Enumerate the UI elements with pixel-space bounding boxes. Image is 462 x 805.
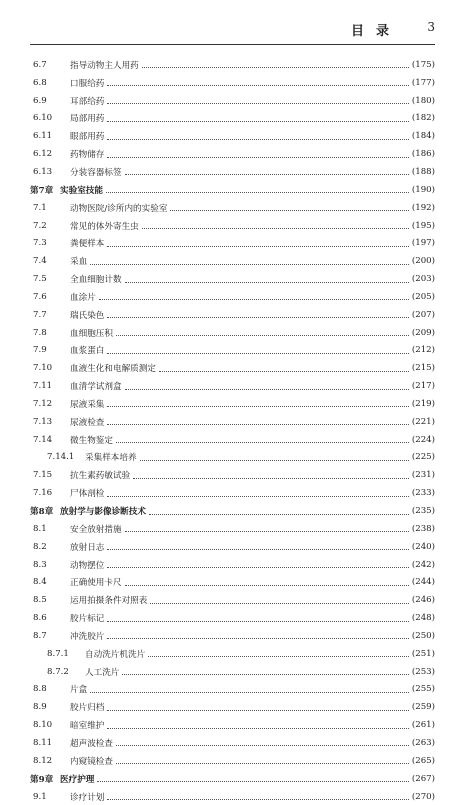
toc-leader-dots bbox=[107, 103, 409, 104]
toc-entry-number: 7.13 bbox=[33, 416, 53, 427]
toc-entry-row bbox=[30, 395, 435, 413]
toc-leader-dots bbox=[159, 371, 409, 372]
toc-entry-number: 7.16 bbox=[33, 488, 53, 499]
toc-entry-number: 7.7 bbox=[33, 309, 47, 320]
toc-entry-title: 瑞氏染色 bbox=[70, 310, 105, 321]
toc-leader-dots bbox=[170, 210, 408, 211]
toc-entry-title: 眼部用药 bbox=[70, 132, 105, 143]
toc-entry-page: (235) bbox=[411, 506, 435, 517]
toc-entry-title: 人工洗片 bbox=[85, 667, 120, 678]
toc-entry-row bbox=[30, 342, 435, 360]
toc-leader-dots bbox=[107, 424, 409, 425]
toc-chapter-row bbox=[30, 502, 435, 520]
toc-entry-page: (238) bbox=[411, 523, 435, 534]
toc-entry-row bbox=[30, 127, 435, 145]
toc-entry-title: 全血细胞计数 bbox=[70, 275, 122, 286]
toc-entry-title: 自动洗片机洗片 bbox=[85, 649, 146, 660]
toc-entry-number: 8.8 bbox=[33, 684, 47, 695]
toc-entry-row bbox=[30, 252, 435, 270]
toc-entry-page: (197) bbox=[411, 238, 435, 249]
toc-leader-dots bbox=[107, 710, 409, 711]
toc-entry-number: 8.12 bbox=[33, 755, 53, 766]
toc-leader-dots bbox=[90, 264, 409, 265]
toc-entry-number: 7.2 bbox=[33, 220, 47, 231]
toc-entry-page: (270) bbox=[411, 791, 435, 802]
toc-entry-number: 7.1 bbox=[33, 202, 47, 213]
toc-leader-dots bbox=[107, 638, 409, 639]
toc-entry-title: 血清学试剂盒 bbox=[70, 382, 122, 393]
toc-chapter-row bbox=[30, 770, 435, 788]
toc-entry-row bbox=[30, 698, 435, 716]
toc-leader-dots bbox=[107, 496, 409, 497]
toc-leader-dots bbox=[148, 656, 409, 657]
toc-entry-number: 7.4 bbox=[33, 256, 47, 267]
toc-entry-title: 抗生素药敏试验 bbox=[70, 471, 131, 482]
toc-entry-title: 内窥镜检查 bbox=[70, 756, 113, 767]
toc-leader-dots bbox=[107, 406, 409, 407]
toc-entry-number: 8.7 bbox=[33, 630, 47, 641]
toc-entry-number: 8.7.2 bbox=[47, 666, 69, 677]
toc-entry-number: 6.10 bbox=[33, 113, 53, 124]
toc-entry-page: (221) bbox=[411, 416, 435, 427]
toc-entry-title: 胶片归档 bbox=[70, 703, 105, 714]
toc-leader-dots bbox=[107, 353, 409, 354]
toc-entry-row bbox=[30, 788, 435, 805]
toc-leader-dots bbox=[107, 549, 409, 550]
toc-entry-row bbox=[30, 110, 435, 128]
toc-leader-dots bbox=[125, 282, 409, 283]
toc-leader-dots bbox=[122, 674, 409, 675]
header-page-number: 3 bbox=[427, 20, 435, 34]
toc-entry-page: (180) bbox=[411, 95, 435, 106]
toc-leader-dots bbox=[116, 442, 409, 443]
toc-entry-page: (217) bbox=[411, 381, 435, 392]
toc-entry-page: (251) bbox=[411, 648, 435, 659]
toc-entry-page: (225) bbox=[411, 452, 435, 463]
toc-entry-page: (188) bbox=[411, 166, 435, 177]
toc-entry-page: (250) bbox=[411, 630, 435, 641]
toc-entry-number: 第7章 bbox=[30, 185, 54, 196]
toc-entry-number: 6.9 bbox=[33, 95, 47, 106]
toc-leader-dots bbox=[142, 67, 409, 68]
toc-entry-number: 8.7.1 bbox=[47, 648, 69, 659]
toc-entry-page: (205) bbox=[411, 291, 435, 302]
toc-entry-title: 安全放射措施 bbox=[70, 524, 122, 535]
toc-entry-page: (192) bbox=[411, 202, 435, 213]
toc-entry-number: 8.1 bbox=[33, 523, 47, 534]
toc-entry-row bbox=[30, 163, 435, 181]
toc-entry-row bbox=[30, 663, 435, 681]
toc-entry-title: 冲洗胶片 bbox=[70, 631, 105, 642]
toc-entry-title: 动物医院/诊所内的实验室 bbox=[70, 203, 168, 214]
toc-entry-row bbox=[30, 306, 435, 324]
toc-entry-title: 分装容器标签 bbox=[70, 167, 122, 178]
toc-entry-row bbox=[30, 627, 435, 645]
toc-entry-number: 7.6 bbox=[33, 291, 47, 302]
toc-entry-row bbox=[30, 734, 435, 752]
toc-leader-dots bbox=[97, 781, 409, 782]
toc-entry-number: 8.3 bbox=[33, 559, 47, 570]
toc-entry-row bbox=[30, 413, 435, 431]
toc-leader-dots bbox=[107, 567, 409, 568]
header-rule bbox=[30, 44, 435, 45]
toc-entry-page: (253) bbox=[411, 666, 435, 677]
toc-leader-dots bbox=[150, 603, 409, 604]
toc-entry-page: (224) bbox=[411, 434, 435, 445]
toc-leader-dots bbox=[99, 299, 409, 300]
toc-leader-dots bbox=[125, 585, 409, 586]
toc-entry-row bbox=[30, 92, 435, 110]
toc-entry-row bbox=[30, 466, 435, 484]
toc-leader-dots bbox=[125, 174, 409, 175]
toc-entry-title: 放射日志 bbox=[70, 542, 105, 553]
toc-entry-page: (209) bbox=[411, 327, 435, 338]
toc-entry-title: 片盒 bbox=[70, 685, 88, 696]
toc-leader-dots bbox=[116, 335, 409, 336]
toc-entry-page: (177) bbox=[411, 77, 435, 88]
toc-entry-page: (175) bbox=[411, 59, 435, 70]
toc-entry-number: 7.12 bbox=[33, 398, 53, 409]
toc-entry-number: 8.2 bbox=[33, 541, 47, 552]
toc-entry-title: 放射学与影像诊断技术 bbox=[60, 507, 146, 518]
toc-leader-dots bbox=[140, 460, 409, 461]
toc-entry-title: 动物摆位 bbox=[70, 560, 105, 571]
toc-entry-title: 血浆蛋白 bbox=[70, 346, 105, 357]
table-of-contents bbox=[30, 56, 435, 805]
toc-entry-title: 耳部给药 bbox=[70, 96, 105, 107]
toc-entry-number: 7.9 bbox=[33, 345, 47, 356]
toc-entry-page: (212) bbox=[411, 345, 435, 356]
toc-entry-row bbox=[30, 288, 435, 306]
toc-entry-row bbox=[30, 556, 435, 574]
toc-entry-page: (231) bbox=[411, 470, 435, 481]
toc-entry-row bbox=[30, 538, 435, 556]
toc-entry-page: (261) bbox=[411, 720, 435, 731]
toc-leader-dots bbox=[107, 121, 409, 122]
toc-entry-row bbox=[30, 359, 435, 377]
toc-entry-title: 运用拍摄条件对照表 bbox=[70, 596, 148, 607]
toc-entry-page: (184) bbox=[411, 131, 435, 142]
toc-entry-row bbox=[30, 74, 435, 92]
toc-entry-title: 尿液采集 bbox=[70, 399, 105, 410]
toc-entry-page: (195) bbox=[411, 220, 435, 231]
toc-entry-row bbox=[30, 573, 435, 591]
toc-entry-title: 采血 bbox=[70, 257, 88, 268]
toc-entry-number: 7.8 bbox=[33, 327, 47, 338]
toc-entry-row bbox=[30, 681, 435, 699]
toc-entry-title: 粪便样本 bbox=[70, 239, 105, 250]
toc-entry-number: 6.7 bbox=[33, 59, 47, 70]
toc-entry-title: 诊疗计划 bbox=[70, 792, 105, 803]
toc-entry-number: 7.5 bbox=[33, 274, 47, 285]
toc-leader-dots bbox=[116, 745, 409, 746]
page-header bbox=[30, 20, 435, 40]
toc-entry-title: 血细胞压积 bbox=[70, 328, 113, 339]
toc-entry-title: 医疗护理 bbox=[60, 774, 95, 785]
toc-entry-number: 8.10 bbox=[33, 720, 53, 731]
toc-entry-page: (182) bbox=[411, 113, 435, 124]
toc-entry-page: (265) bbox=[411, 755, 435, 766]
toc-entry-row bbox=[30, 217, 435, 235]
toc-leader-dots bbox=[133, 478, 409, 479]
toc-entry-row bbox=[30, 609, 435, 627]
toc-entry-row bbox=[30, 234, 435, 252]
toc-entry-number: 7.15 bbox=[33, 470, 53, 481]
toc-leader-dots bbox=[125, 531, 409, 532]
toc-entry-row bbox=[30, 324, 435, 342]
toc-entry-number: 8.6 bbox=[33, 613, 47, 624]
toc-entry-page: (263) bbox=[411, 737, 435, 748]
toc-entry-title: 微生物鉴定 bbox=[70, 435, 113, 446]
toc-entry-title: 指导动物主人用药 bbox=[70, 60, 139, 71]
toc-entry-page: (207) bbox=[411, 309, 435, 320]
toc-entry-row bbox=[30, 145, 435, 163]
toc-entry-row bbox=[30, 56, 435, 74]
toc-entry-row bbox=[30, 591, 435, 609]
toc-entry-row bbox=[30, 377, 435, 395]
toc-entry-title: 采集样本培养 bbox=[85, 453, 137, 464]
toc-entry-number: 7.3 bbox=[33, 238, 47, 249]
toc-entry-title: 局部用药 bbox=[70, 114, 105, 125]
toc-entry-page: (267) bbox=[411, 773, 435, 784]
toc-entry-row bbox=[30, 484, 435, 502]
toc-leader-dots bbox=[90, 692, 409, 693]
toc-entry-title: 尸体剖检 bbox=[70, 489, 105, 500]
toc-entry-title: 超声波检查 bbox=[70, 738, 113, 749]
toc-entry-title: 实验室技能 bbox=[60, 185, 103, 196]
toc-leader-dots bbox=[149, 514, 409, 515]
toc-entry-page: (190) bbox=[411, 184, 435, 195]
toc-entry-number: 8.5 bbox=[33, 595, 47, 606]
toc-entry-number: 8.11 bbox=[33, 737, 53, 748]
toc-leader-dots bbox=[107, 246, 409, 247]
toc-leader-dots bbox=[107, 799, 409, 800]
toc-entry-number: 6.8 bbox=[33, 77, 47, 88]
toc-entry-row bbox=[30, 716, 435, 734]
toc-entry-title: 口服给药 bbox=[70, 78, 105, 89]
toc-leader-dots bbox=[107, 621, 409, 622]
toc-entry-number: 9.1 bbox=[33, 791, 47, 802]
toc-entry-number: 7.11 bbox=[33, 381, 53, 392]
toc-entry-number: 8.4 bbox=[33, 577, 47, 588]
toc-entry-number: 8.9 bbox=[33, 702, 47, 713]
toc-entry-page: (246) bbox=[411, 595, 435, 606]
toc-entry-row bbox=[30, 520, 435, 538]
toc-entry-number: 6.13 bbox=[33, 166, 53, 177]
toc-entry-row bbox=[30, 199, 435, 217]
toc-leader-dots bbox=[142, 228, 409, 229]
toc-leader-dots bbox=[107, 728, 409, 729]
toc-entry-title: 血涂片 bbox=[70, 292, 96, 303]
toc-chapter-row bbox=[30, 181, 435, 199]
toc-entry-title: 药物储存 bbox=[70, 150, 105, 161]
toc-leader-dots bbox=[107, 139, 409, 140]
toc-entry-page: (242) bbox=[411, 559, 435, 570]
toc-entry-page: (248) bbox=[411, 613, 435, 624]
toc-entry-title: 正确使用卡尺 bbox=[70, 578, 122, 589]
toc-entry-page: (186) bbox=[411, 149, 435, 160]
toc-entry-title: 尿液检查 bbox=[70, 417, 105, 428]
toc-entry-number: 6.12 bbox=[33, 149, 53, 160]
toc-entry-page: (219) bbox=[411, 398, 435, 409]
toc-entry-row bbox=[30, 431, 435, 449]
toc-entry-title: 暗室维护 bbox=[70, 721, 105, 732]
toc-entry-number: 6.11 bbox=[33, 131, 53, 142]
toc-leader-dots bbox=[106, 192, 409, 193]
toc-entry-page: (240) bbox=[411, 541, 435, 552]
toc-entry-number: 7.14.1 bbox=[47, 452, 75, 463]
toc-entry-number: 7.10 bbox=[33, 363, 53, 374]
toc-entry-number: 第8章 bbox=[30, 507, 54, 518]
toc-entry-number: 7.14 bbox=[33, 434, 53, 445]
toc-entry-page: (200) bbox=[411, 256, 435, 267]
toc-leader-dots bbox=[125, 389, 409, 390]
toc-leader-dots bbox=[107, 85, 409, 86]
toc-entry-title: 常见的体外寄生虫 bbox=[70, 221, 139, 232]
toc-entry-page: (233) bbox=[411, 488, 435, 499]
toc-entry-row bbox=[30, 752, 435, 770]
toc-entry-page: (203) bbox=[411, 274, 435, 285]
toc-entry-page: (259) bbox=[411, 702, 435, 713]
toc-entry-title: 血液生化和电解质测定 bbox=[70, 364, 156, 375]
toc-entry-row bbox=[30, 270, 435, 288]
toc-entry-title: 胶片标记 bbox=[70, 614, 105, 625]
toc-entry-page: (244) bbox=[411, 577, 435, 588]
toc-entry-row bbox=[30, 449, 435, 467]
toc-leader-dots bbox=[107, 157, 409, 158]
toc-leader-dots bbox=[107, 317, 409, 318]
header-title: 目录 bbox=[350, 24, 401, 39]
toc-leader-dots bbox=[116, 763, 409, 764]
toc-entry-row bbox=[30, 645, 435, 663]
toc-entry-page: (255) bbox=[411, 684, 435, 695]
toc-entry-page: (215) bbox=[411, 363, 435, 374]
toc-entry-number: 第9章 bbox=[30, 774, 54, 785]
